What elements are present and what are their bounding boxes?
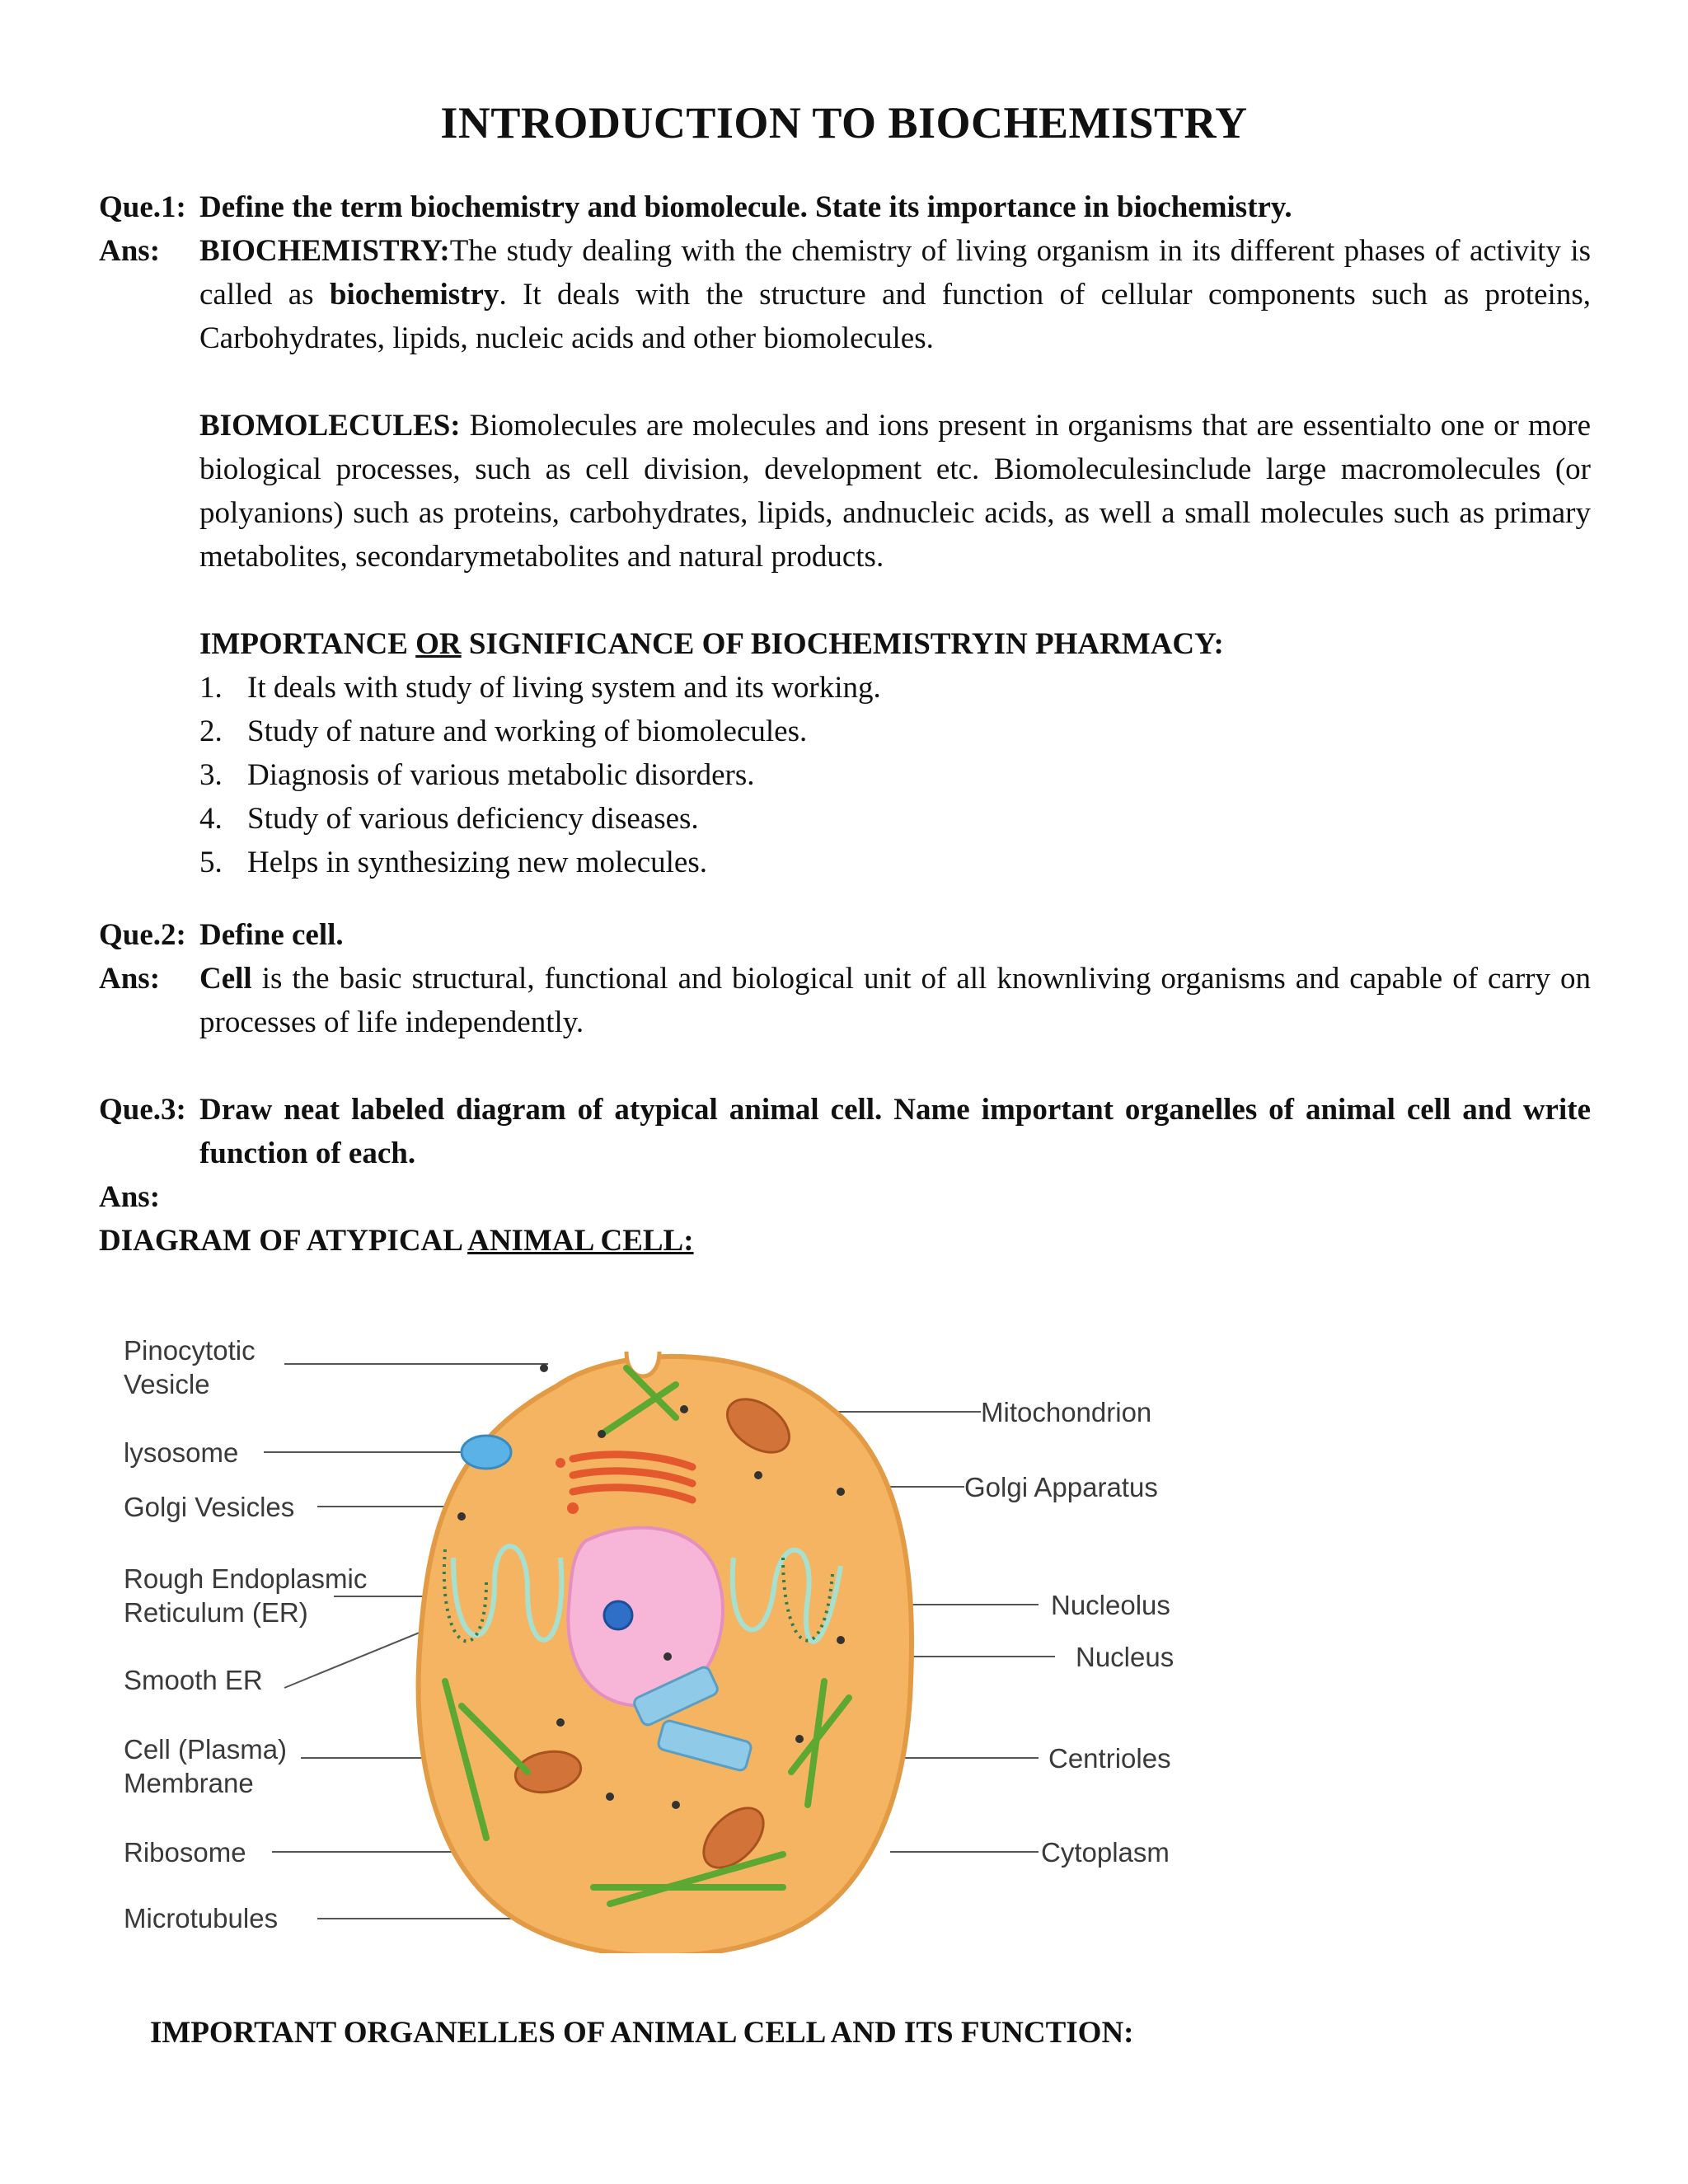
heading-or: OR	[415, 627, 462, 661]
list-item	[199, 841, 1591, 884]
question-3-block	[99, 1088, 1591, 1175]
animal-cell-diagram	[99, 1310, 1220, 1953]
biomolecules-term: BIOMOLECULES:	[199, 409, 461, 443]
list-text: Diagnosis of various metabolic disorders.	[247, 758, 755, 792]
importance-list	[199, 666, 1591, 884]
heading-text: IMPORTANCE	[199, 627, 416, 661]
list-number: 1.	[199, 671, 223, 705]
label-smooth-er: Smooth ER	[124, 1665, 263, 1695]
label-ribosome: Ribosome	[124, 1837, 246, 1868]
answer-2-block	[99, 957, 1591, 1044]
importance-heading	[199, 622, 1591, 666]
list-text: Study of nature and working of biomolecules.	[247, 715, 808, 748]
definition-text: . It deals with the structure and function of cellular components such as proteins, Carbohydrates, lipids, nucleic acids and other biomolecules.	[199, 278, 1591, 355]
heading-text: SIGNIFICANCE OF BIOCHEMISTRYIN PHARMACY:	[461, 627, 1224, 661]
label-nucleolus: Nucleolus	[1051, 1590, 1170, 1620]
answer-body	[199, 229, 1591, 884]
list-text: Helps in synthesizing new molecules.	[247, 846, 707, 879]
label-cell-membrane: Cell (Plasma) Membrane	[124, 1734, 288, 1798]
label-centrioles: Centrioles	[1048, 1743, 1171, 1774]
answer-1-block	[99, 229, 1591, 884]
label-golgi-vesicles: Golgi Vesicles	[124, 1492, 295, 1522]
diagram-heading	[99, 1219, 1591, 1263]
list-number: 5.	[199, 846, 223, 879]
label-nucleus: Nucleus	[1076, 1642, 1175, 1672]
label-rough-er: Rough Endoplasmic Reticulum (ER)	[124, 1563, 368, 1628]
definition-text: Biomolecules are molecules and ions present in organisms that are essentialto one or more biological processes, such as cell division, development etc. Biomoleculesinclude large macromolecules (or polyanions) such as proteins, carbohydrates, lipids, andnucleic acids, as well a small molecules such as primary metabolites, secondarymetabolites and natural products.	[199, 409, 1591, 574]
question-2-block	[99, 913, 1591, 957]
label-mitochondrion: Mitochondrion	[981, 1397, 1152, 1427]
label-lysosome: lysosome	[124, 1437, 239, 1468]
list-item	[199, 797, 1591, 841]
label-microtubules: Microtubules	[124, 1903, 279, 1933]
list-item	[199, 710, 1591, 753]
nucleolus-shape	[604, 1601, 632, 1629]
question-label: Que.3:	[99, 1093, 186, 1127]
lysosome-shape	[462, 1436, 511, 1469]
list-item	[199, 753, 1591, 797]
golgi-vesicle-shape	[567, 1502, 579, 1514]
question-text: Define the term biochemistry and biomolecule. State its importance in biochemistry.	[199, 190, 1292, 224]
heading-underlined: ANIMAL CELL:	[467, 1224, 694, 1258]
biochemistry-term: BIOCHEMISTRY:	[199, 234, 450, 268]
question-label: Que.2:	[99, 918, 186, 952]
organelles-heading: IMPORTANT ORGANELLES OF ANIMAL CELL AND ITS FUNCTION:	[150, 2016, 1134, 2050]
label-cytoplasm: Cytoplasm	[1041, 1837, 1170, 1868]
label-golgi-apparatus: Golgi Apparatus	[964, 1472, 1158, 1502]
answer-label: Ans:	[99, 962, 161, 996]
answer-label: Ans:	[99, 234, 161, 268]
question-label: Que.1:	[99, 190, 186, 224]
page-title: INTRODUCTION TO BIOCHEMISTRY	[440, 98, 1248, 148]
answer-3-block	[99, 1175, 1591, 1263]
list-number: 4.	[199, 802, 223, 836]
list-text: It deals with study of living system and its working.	[247, 671, 881, 705]
list-item	[199, 666, 1591, 710]
label-pinocytotic-vesicle: Pinocytotic Vesicle	[124, 1335, 256, 1399]
heading-text: DIAGRAM OF ATYPICAL	[99, 1224, 468, 1258]
biochemistry-definition	[199, 229, 1591, 360]
list-number: 2.	[199, 715, 223, 748]
biochemistry-bold: biochemistry	[329, 278, 499, 312]
question-text: Draw neat labeled diagram of atypical animal cell. Name important organelles of animal cell and write function of each.	[199, 1093, 1591, 1170]
question-text: Define cell.	[199, 918, 344, 952]
answer-body	[199, 957, 1591, 1044]
biomolecules-definition	[199, 404, 1591, 579]
definition-text: The study dealing with the chemistry of living organism in its different phases of activity is called as	[199, 234, 1591, 312]
answer-label: Ans:	[99, 1180, 161, 1214]
golgi-vesicle-shape	[556, 1458, 565, 1468]
question-1-block	[99, 185, 1591, 229]
definition-text: is the basic structural, functional and biological unit of all knownliving organisms and capable of carry on processes of life independently.	[199, 962, 1591, 1039]
list-text: Study of various deficiency diseases.	[247, 802, 699, 836]
list-number: 3.	[199, 758, 223, 792]
cell-term: Cell	[199, 962, 252, 996]
